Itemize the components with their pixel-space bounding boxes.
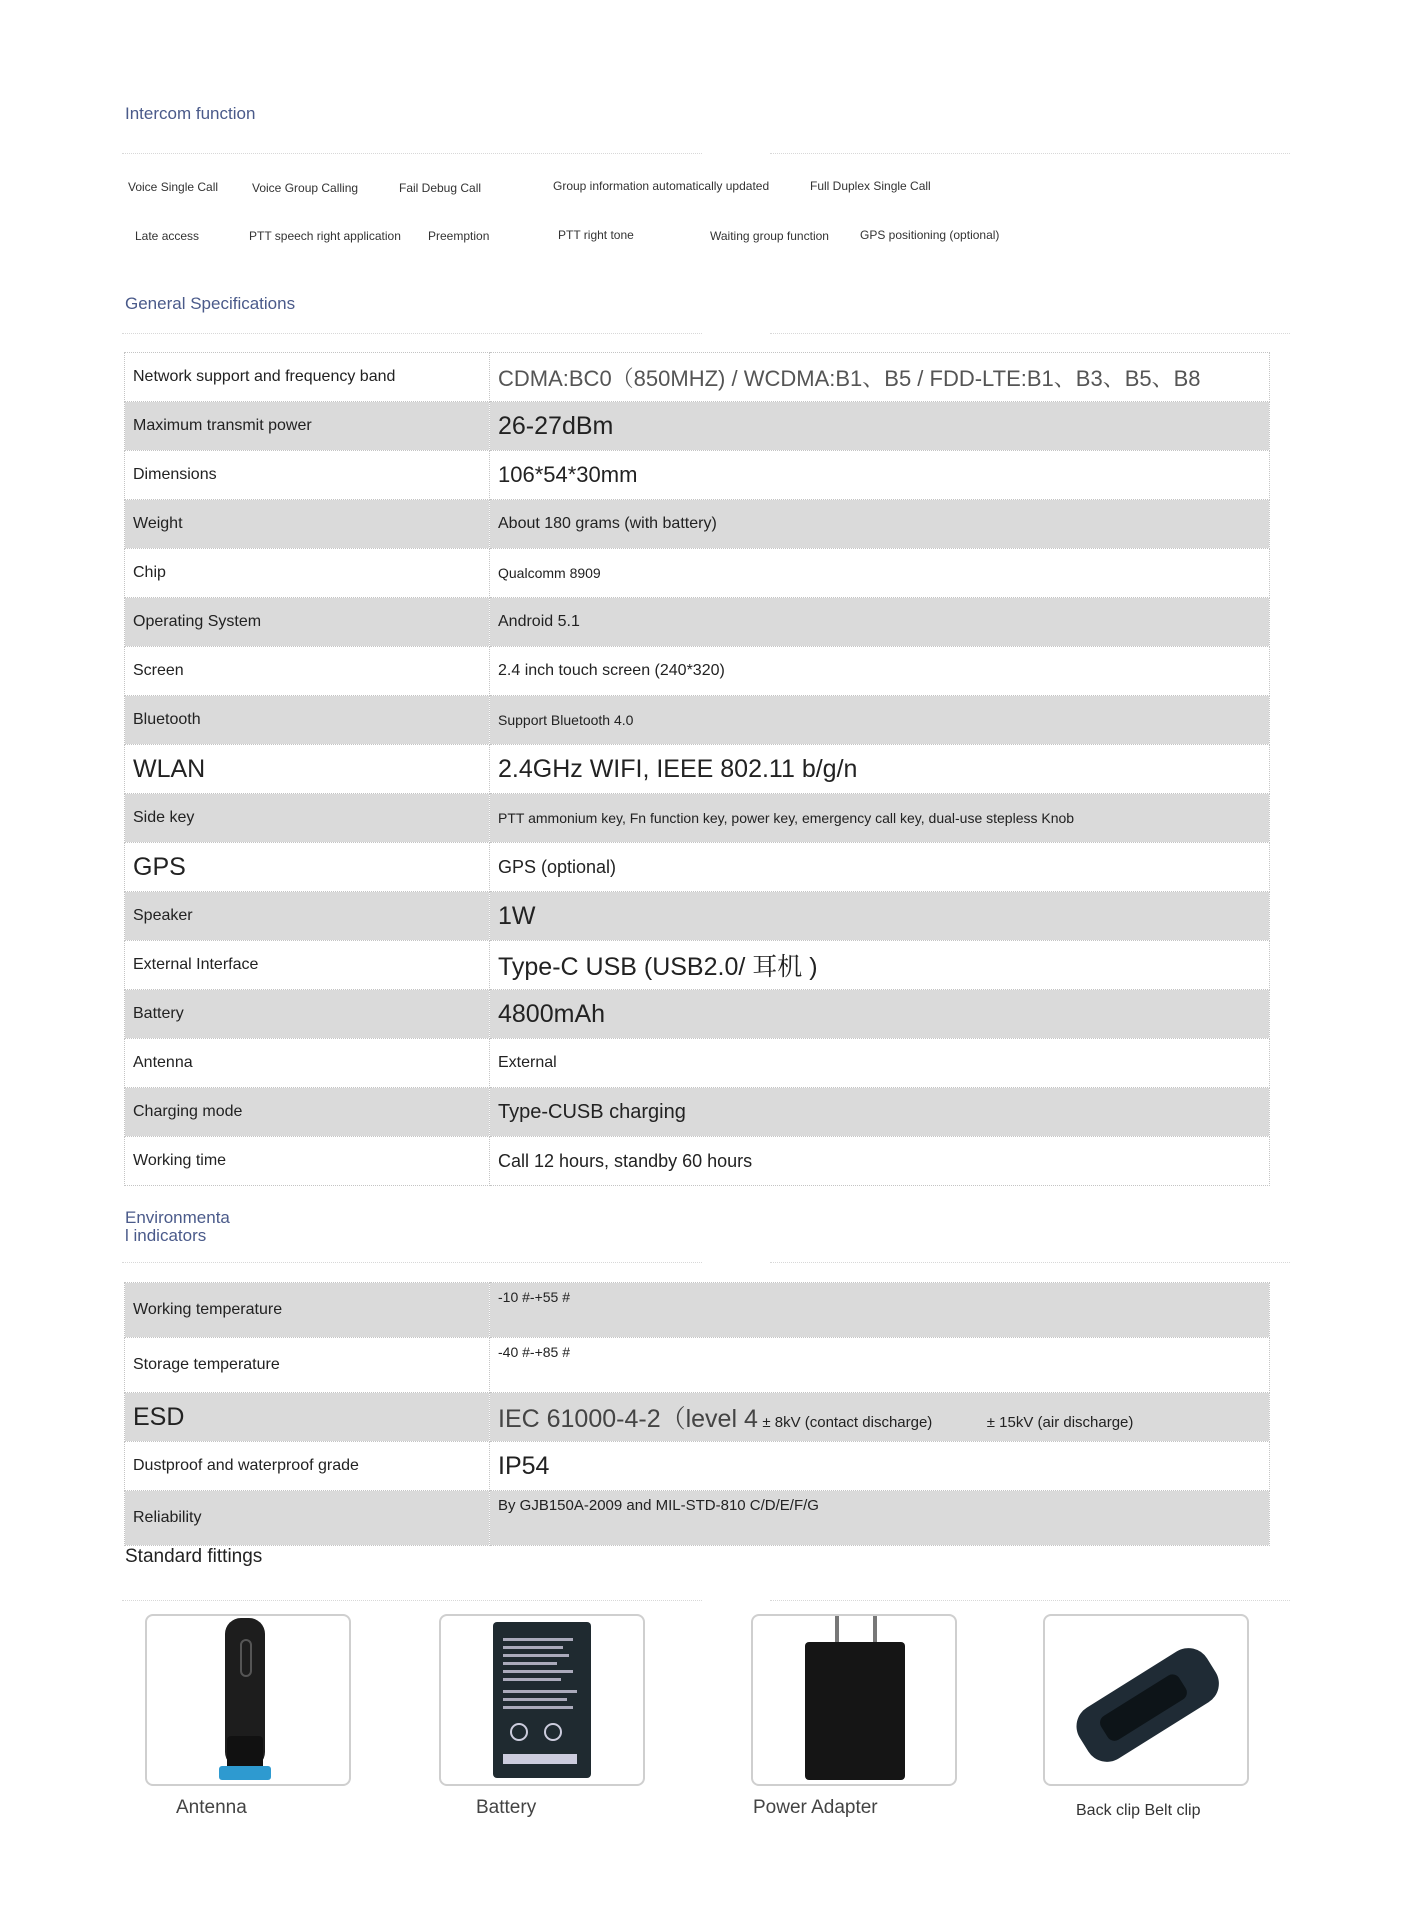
- belt-clip-icon: [1045, 1616, 1247, 1784]
- antenna-image: [145, 1614, 351, 1786]
- section-divider: [770, 153, 1290, 154]
- spec-row: [125, 1137, 1270, 1186]
- esd-air: ± 15kV (air discharge): [986, 1414, 1134, 1431]
- general-spec-table: [124, 352, 1270, 1186]
- spec-row: [125, 451, 1270, 500]
- spec-value: -40 #-+85 #: [490, 1338, 1270, 1393]
- spec-value: By GJB150A-2009 and MIL-STD-810 C/D/E/F/G: [490, 1491, 1270, 1546]
- spec-key: Dustproof and waterproof grade: [125, 1442, 490, 1491]
- spec-row: [125, 402, 1270, 451]
- spec-value: 26-27dBm: [490, 402, 1270, 451]
- section-divider: [770, 333, 1290, 334]
- spec-value: About 180 grams (with battery): [490, 500, 1270, 549]
- fitting-label: Antenna: [176, 1797, 247, 1818]
- spec-value: 4800mAh: [490, 990, 1270, 1039]
- spec-value: Call 12 hours, standby 60 hours: [490, 1137, 1270, 1186]
- spec-key: Weight: [125, 500, 490, 549]
- spec-key: Reliability: [125, 1491, 490, 1546]
- feature-item: Waiting group function: [710, 229, 829, 243]
- fitting-label: Back clip Belt clip: [1076, 1802, 1201, 1819]
- feature-item: PTT right tone: [558, 228, 634, 242]
- feature-item: Full Duplex Single Call: [810, 179, 931, 193]
- spec-row: [125, 1491, 1270, 1546]
- belt-clip-image: [1043, 1614, 1249, 1786]
- spec-value: Support Bluetooth 4.0: [490, 696, 1270, 745]
- spec-value: Type-CUSB charging: [490, 1088, 1270, 1137]
- intercom-section-title: Intercom function: [125, 104, 256, 123]
- environment-table: [124, 1282, 1270, 1546]
- spec-row: [125, 990, 1270, 1039]
- spec-value: 1W: [490, 892, 1270, 941]
- spec-key: WLAN: [125, 745, 490, 794]
- fitting-label: Battery: [476, 1797, 537, 1818]
- spec-value: External: [490, 1039, 1270, 1088]
- battery-icon: [441, 1616, 643, 1784]
- power-adapter-icon: [753, 1616, 955, 1784]
- spec-value: PTT ammonium key, Fn function key, power key, emergency call key, dual-use stepless Knob: [490, 794, 1270, 843]
- environment-section-title: [125, 1209, 230, 1245]
- section-divider: [122, 333, 702, 334]
- spec-key: Bluetooth: [125, 696, 490, 745]
- spec-key: Storage temperature: [125, 1338, 490, 1393]
- spec-key: GPS: [125, 843, 490, 892]
- spec-key: External Interface: [125, 941, 490, 990]
- spec-key: Screen: [125, 647, 490, 696]
- spec-value: [490, 1393, 1270, 1442]
- feature-item: Voice Group Calling: [252, 181, 359, 195]
- spec-value: IP54: [490, 1442, 1270, 1491]
- spec-key: Side key: [125, 794, 490, 843]
- spec-row: [125, 598, 1270, 647]
- spec-value: CDMA:BC0（850MHZ) / WCDMA:B1、B5 / FDD-LTE:B1、B3、B5、B8: [490, 353, 1270, 402]
- section-divider: [770, 1600, 1290, 1601]
- spec-key: Speaker: [125, 892, 490, 941]
- power-adapter-image: [751, 1614, 957, 1786]
- spec-row: [125, 1283, 1270, 1338]
- spec-key: Maximum transmit power: [125, 402, 490, 451]
- spec-row: [125, 549, 1270, 598]
- feature-item: Late access: [135, 229, 200, 243]
- spec-row: [125, 1393, 1270, 1442]
- spec-row: [125, 941, 1270, 990]
- antenna-icon: [147, 1616, 349, 1784]
- spec-value: Android 5.1: [490, 598, 1270, 647]
- fittings-title: Standard fittings: [125, 1546, 263, 1567]
- section-divider: [122, 1600, 702, 1601]
- spec-row: [125, 1088, 1270, 1137]
- spec-row: [125, 1442, 1270, 1491]
- spec-value: Type-C USB (USB2.0/ 耳机 ): [490, 941, 1270, 990]
- spec-row: [125, 1039, 1270, 1088]
- spec-row: [125, 353, 1270, 402]
- spec-row: [125, 696, 1270, 745]
- battery-image: [439, 1614, 645, 1786]
- esd-standard: IEC 61000-4-2（level 4: [498, 1405, 758, 1433]
- spec-value: 2.4 inch touch screen (240*320): [490, 647, 1270, 696]
- section-divider: [122, 1262, 702, 1263]
- fitting-label: Power Adapter: [753, 1797, 878, 1818]
- spec-key: Charging mode: [125, 1088, 490, 1137]
- spec-key: ESD: [125, 1393, 490, 1442]
- spec-row: [125, 892, 1270, 941]
- spec-value: GPS (optional): [490, 843, 1270, 892]
- spec-row: [125, 1338, 1270, 1393]
- environment-title-line2: l indicators: [125, 1226, 207, 1245]
- feature-item: PTT speech right application: [249, 229, 401, 243]
- feature-item: Voice Single Call: [128, 180, 219, 194]
- section-divider: [770, 1262, 1290, 1263]
- spec-value: 106*54*30mm: [490, 451, 1270, 500]
- spec-key: Network support and frequency band: [125, 353, 490, 402]
- spec-value: 2.4GHz WIFI, IEEE 802.11 b/g/n: [490, 745, 1270, 794]
- spec-key: Dimensions: [125, 451, 490, 500]
- section-divider: [122, 153, 702, 154]
- spec-row: [125, 794, 1270, 843]
- esd-contact: ± 8kV (contact discharge): [762, 1414, 933, 1431]
- spec-row: [125, 745, 1270, 794]
- spec-key: Working time: [125, 1137, 490, 1186]
- spec-value: Qualcomm 8909: [490, 549, 1270, 598]
- environment-title-line1: Environmenta: [125, 1208, 230, 1227]
- feature-item: Preemption: [428, 229, 490, 243]
- spec-value: -10 #-+55 #: [490, 1283, 1270, 1338]
- spec-row: [125, 647, 1270, 696]
- spec-row: [125, 500, 1270, 549]
- spec-row: [125, 843, 1270, 892]
- general-spec-title: General Specifications: [125, 294, 296, 313]
- spec-key: Operating System: [125, 598, 490, 647]
- feature-item: Group information automatically updated: [553, 179, 770, 193]
- spec-key: Working temperature: [125, 1283, 490, 1338]
- spec-key: Battery: [125, 990, 490, 1039]
- spec-key: Antenna: [125, 1039, 490, 1088]
- spec-key: Chip: [125, 549, 490, 598]
- feature-item: GPS positioning (optional): [860, 228, 1000, 242]
- feature-item: Fail Debug Call: [399, 181, 482, 195]
